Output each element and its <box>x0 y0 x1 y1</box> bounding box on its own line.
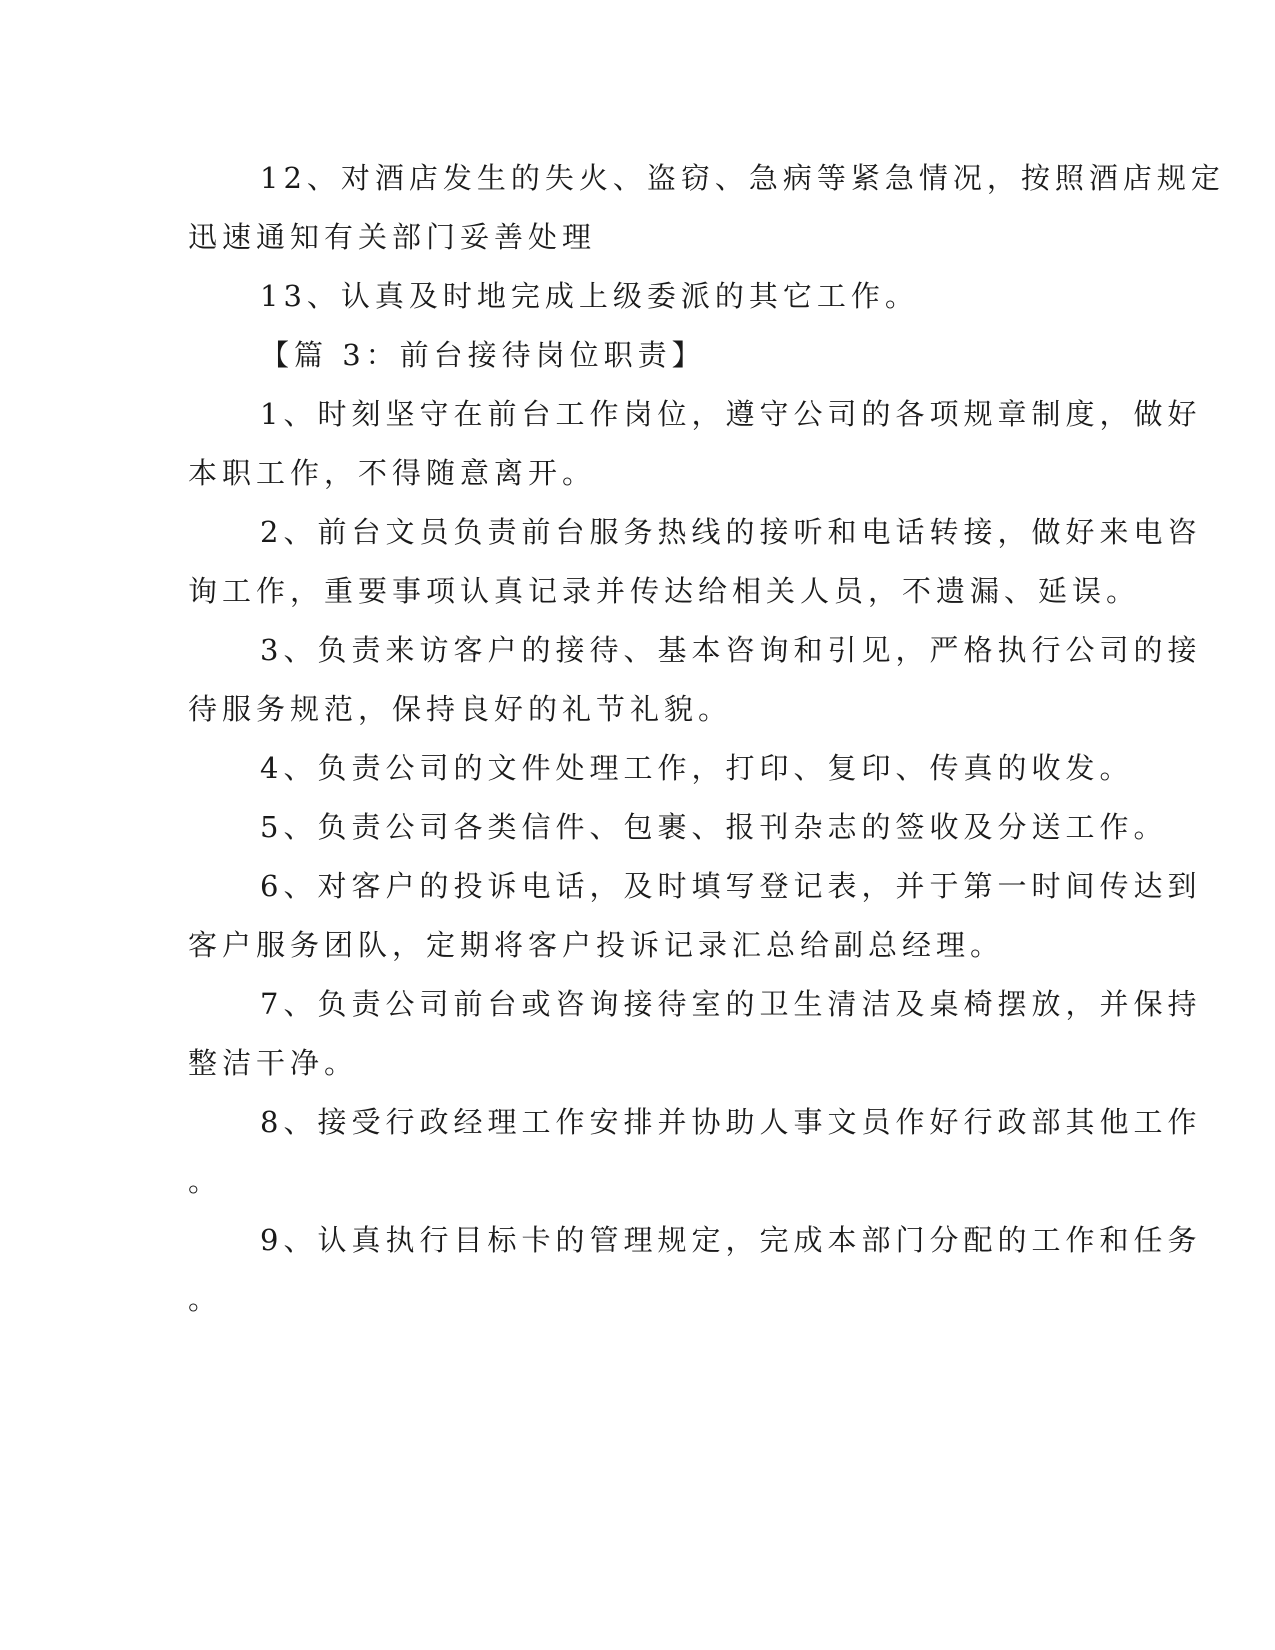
section-heading: 【篇 3：前台接待岗位职责】 <box>260 338 706 372</box>
paragraph-2-line-2: 询工作，重要事项认真记录并传达给相关人员，不遗漏、延误。 <box>188 574 1141 608</box>
paragraph-7-line-1: 7、负责公司前台或咨询接待室的卫生清洁及桌椅摆放，并保持 <box>260 987 1202 1021</box>
paragraph-12-line-2: 迅速通知有关部门妥善处理 <box>188 220 597 254</box>
paragraph-7-line-2: 整洁干净。 <box>188 1046 359 1080</box>
paragraph-4: 4、负责公司的文件处理工作，打印、复印、传真的收发。 <box>260 751 1134 785</box>
paragraph-8-line-1: 8、接受行政经理工作安排并协助人事文员作好行政部其他工作 <box>260 1105 1202 1139</box>
paragraph-5: 5、负责公司各类信件、包裹、报刊杂志的签收及分送工作。 <box>260 810 1168 844</box>
paragraph-1-line-2: 本职工作，不得随意离开。 <box>188 456 597 490</box>
paragraph-3-line-1: 3、负责来访客户的接待、基本咨询和引见，严格执行公司的接 <box>260 633 1202 667</box>
paragraph-12-line-1: 12、对酒店发生的失火、盗窃、急病等紧急情况，按照酒店规定 <box>260 161 1225 195</box>
paragraph-6-line-1: 6、对客户的投诉电话，及时填写登记表，并于第一时间传达到 <box>260 869 1202 903</box>
paragraph-3-line-2: 待服务规范，保持良好的礼节礼貌。 <box>188 692 733 726</box>
paragraph-13: 13、认真及时地完成上级委派的其它工作。 <box>260 279 919 313</box>
paragraph-9-line-1: 9、认真执行目标卡的管理规定，完成本部门分配的工作和任务 <box>260 1223 1202 1257</box>
paragraph-2-line-1: 2、前台文员负责前台服务热线的接听和电话转接，做好来电咨 <box>260 515 1202 549</box>
paragraph-1-line-1: 1、时刻坚守在前台工作岗位，遵守公司的各项规章制度，做好 <box>260 397 1202 431</box>
paragraph-6-line-2: 客户服务团队，定期将客户投诉记录汇总给副总经理。 <box>188 928 1005 962</box>
paragraph-8-line-2: 。 <box>188 1164 223 1198</box>
paragraph-9-line-2: 。 <box>188 1282 223 1316</box>
